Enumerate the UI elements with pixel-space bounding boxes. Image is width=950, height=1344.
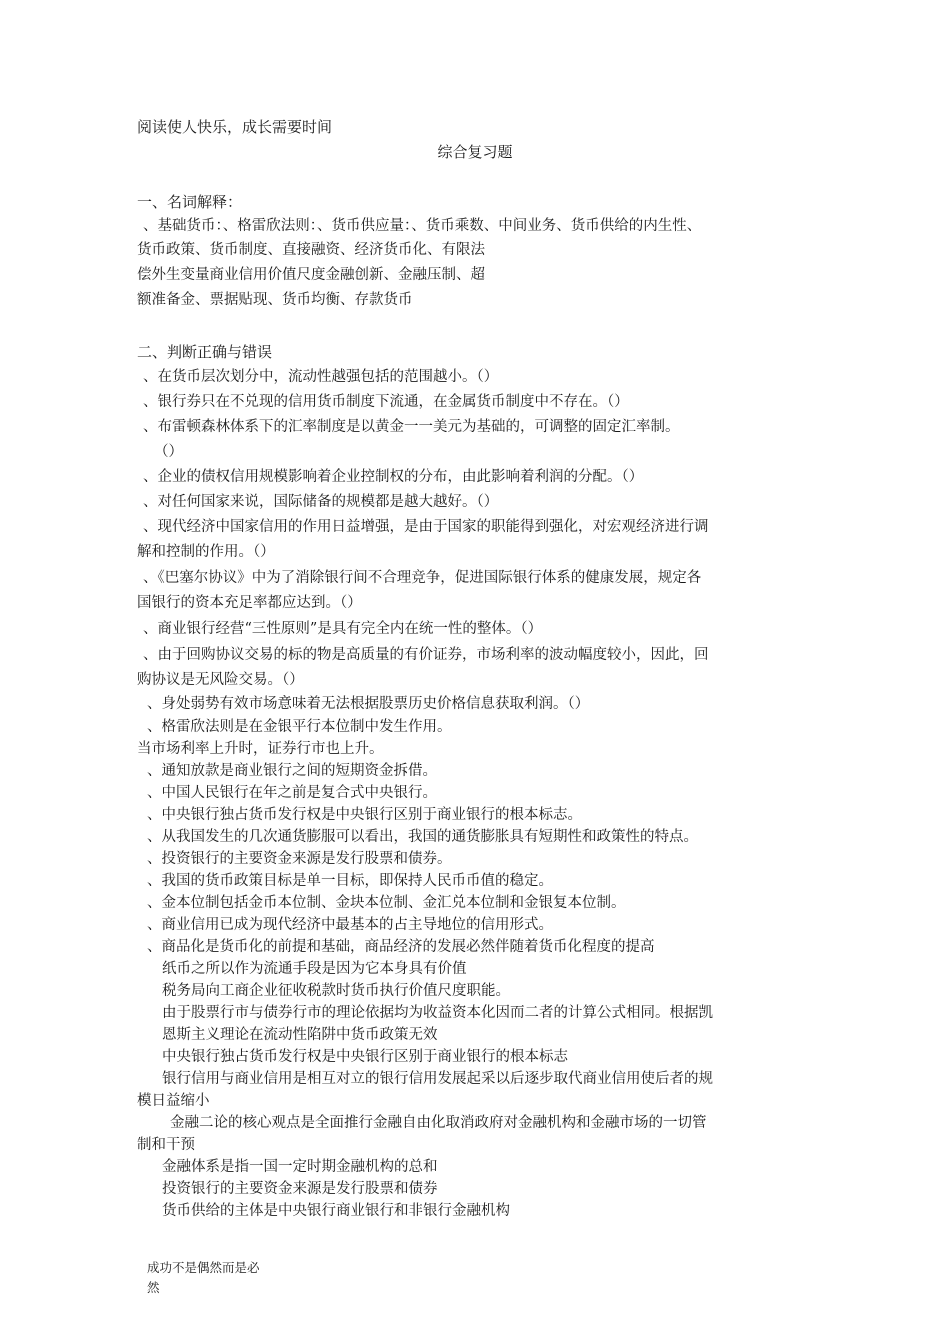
text-line: 当市场利率上升时，证券行市也上升。 (137, 741, 384, 757)
footer-line-1: 成功不是偶然而是必 (147, 1260, 260, 1275)
text-line: 金融体系是指一国一定时期金融机构的总和 (162, 1159, 438, 1175)
text-line: 、银行券只在不兑现的信用货币制度下流通，在金属货币制度中不存在。（） (143, 394, 629, 410)
text-line: 、在货币层次划分中，流动性越强包括的范围越小。（） (143, 369, 499, 385)
header-motto: 阅读使人快乐，成长需要时间 (137, 118, 333, 136)
text-line: 货币供给的主体是中央银行商业银行和非银行金融机构 (162, 1203, 510, 1219)
text-line: 、通知放款是商业银行之间的短期资金拆借。 (147, 763, 437, 779)
text-line: 纸币之所以作为流通手段是因为它本身具有价值 (162, 961, 467, 977)
page-title: 综合复习题 (437, 143, 513, 161)
text-line: 、中国人民银行在年之前是复合式中央银行。 (147, 785, 437, 801)
text-line: 投资银行的主要资金来源是发行股票和债券 (162, 1181, 438, 1197)
text-line: 、从我国发生的几次通货膨服可以看出，我国的通货膨胀具有短期性和政策性的特点。 (147, 829, 698, 845)
text-line: 、现代经济中国家信用的作用日益增强，是由于国家的职能得到强化，对宏观经济进行调 (143, 519, 709, 535)
section-2-heading: 二、判断正确与错误 (137, 343, 273, 361)
text-line: 货币政策、货币制度、直接融资、经济货币化、有限法 (137, 242, 485, 258)
text-line: 中央银行独占货币发行权是中央银行区别于商业银行的根本标志 (162, 1049, 568, 1065)
text-line: 金融二论的核心观点是全面推行金融自由化取消政府对金融机构和金融市场的一切管 (170, 1115, 707, 1131)
text-line: 、商品化是货币化的前提和基础，商品经济的发展必然伴随着货币化程度的提高 (147, 939, 655, 955)
text-line: 税务局向工商企业征收税款时货币执行价值尺度职能。 (162, 983, 510, 999)
text-line: 、对任何国家来说，国际储备的规模都是越大越好。（） (143, 494, 499, 510)
section-1-heading: 一、名词解释： (137, 193, 243, 211)
text-line: 额准备金、票据贴现、货币均衡、存款货币 (137, 292, 413, 308)
text-line: 、投资银行的主要资金来源是发行股票和债券。 (147, 851, 452, 867)
text-line: 恩斯主义理论在流动性陷阱中货币政策无效 (162, 1027, 438, 1043)
text-line: 、我国的货币政策目标是单一目标，即保持人民币币值的稳定。 (147, 873, 553, 889)
text-line: 偿外生变量商业信用价值尺度金融创新、金融压制、超 (137, 267, 485, 283)
text-line: 、布雷顿森林体系下的汇率制度是以黄金一一美元为基础的，可调整的固定汇率制。 (143, 419, 680, 435)
text-line: 、格雷欣法则是在金银平行本位制中发生作用。 (147, 719, 452, 735)
footer-line-2: 然 (147, 1280, 160, 1295)
text-line: 、金本位制包括金币本位制、金块本位制、金汇兑本位制和金银复本位制。 (147, 895, 626, 911)
text-line: 、企业的债权信用规模影响着企业控制权的分布，由此影响着利润的分配。（） (143, 469, 644, 485)
text-line: 购协议是无风险交易。（） (137, 672, 304, 688)
text-line: 国银行的资本充足率都应达到。（） (137, 595, 362, 611)
text-line: 、商业信用已成为现代经济中最基本的占主导地位的信用形式。 (147, 917, 553, 933)
text-line: 、《巴塞尔协议》中为了消除银行间不合理竞争，促进国际银行体系的健康发展，规定各 (143, 570, 702, 586)
text-line: （） (154, 444, 183, 460)
text-line: 模日益缩小 (137, 1093, 210, 1109)
text-line: 由于股票行市与债券行市的理论依据均为收益资本化因而二者的计算公式相同。根据凯 (162, 1005, 713, 1021)
text-line: 、由于回购协议交易的标的物是高质量的有价证券，市场利率的波动幅度较小，因此，回 (143, 647, 709, 663)
text-line: 、基础货币：、格雷欣法则：、货币供应量：、货币乘数、中间业务、货币供给的内生性、 (143, 218, 702, 234)
text-line: 解和控制的作用。（） (137, 544, 275, 560)
text-line: 银行信用与商业信用是相互对立的银行信用发展起采以后逐步取代商业信用使后者的规 (162, 1071, 713, 1087)
text-line: 、身处弱势有效市场意味着无法根据股票历史价格信息获取利润。（） (147, 696, 590, 712)
text-line: 、商业银行经营“三性原则”是具有完全内在统一性的整体。（） (143, 621, 543, 637)
text-line: 、中央银行独占货币发行权是中央银行区别于商业银行的根本标志。 (147, 807, 582, 823)
text-line: 制和干预 (137, 1137, 195, 1153)
